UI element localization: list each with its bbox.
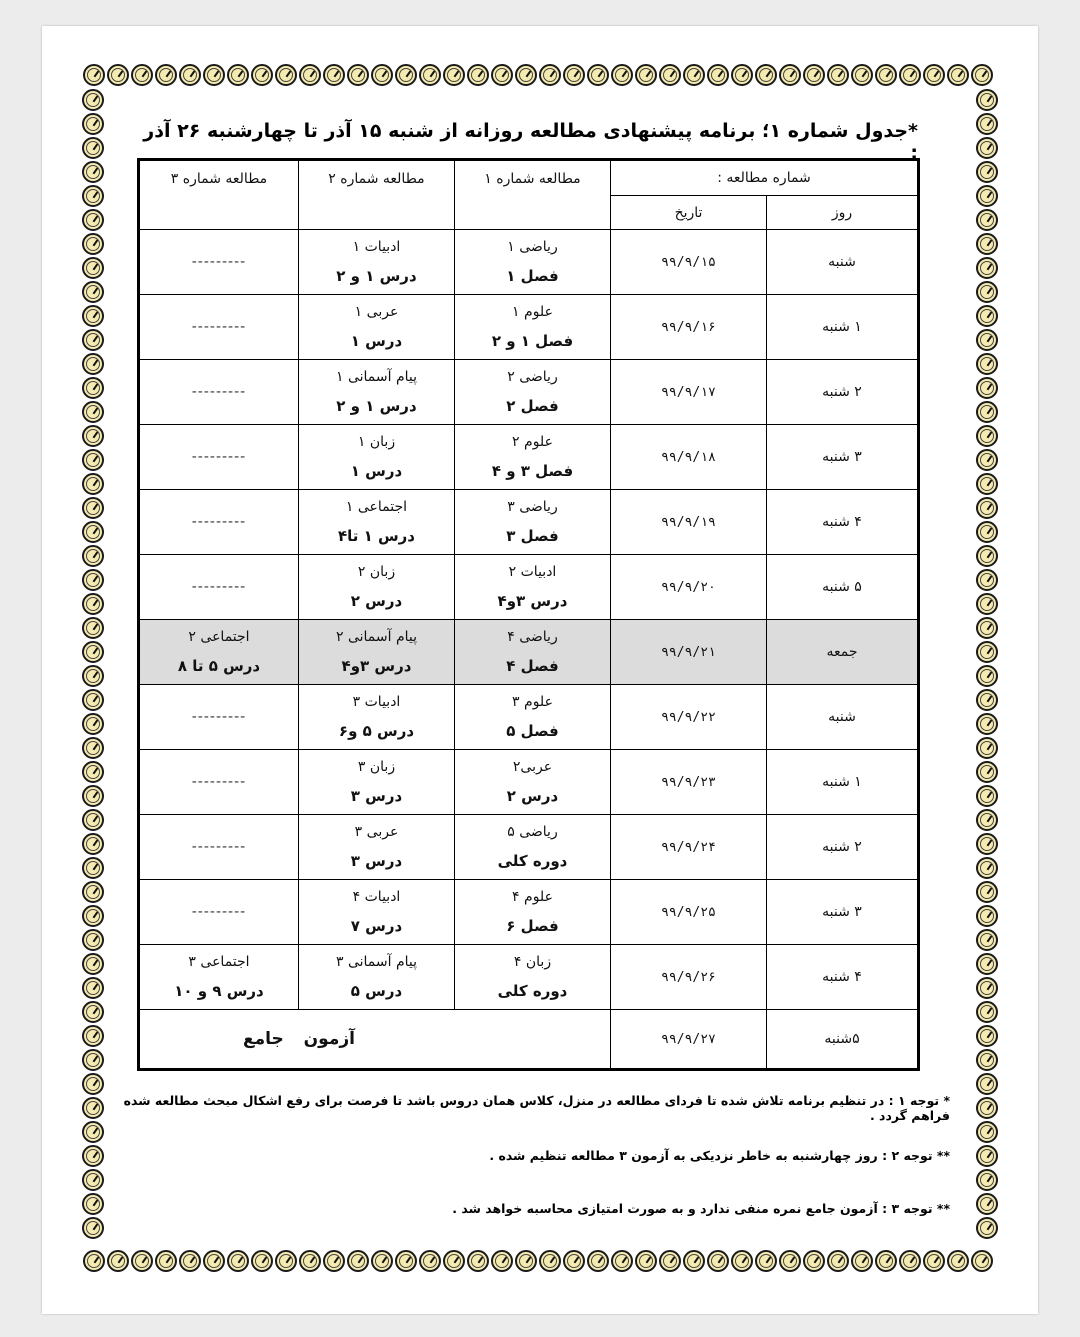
clock-icon xyxy=(82,257,104,279)
clock-icon xyxy=(82,113,104,135)
study-schedule-table xyxy=(137,158,920,1071)
clock-icon xyxy=(976,329,998,351)
clock-icon xyxy=(179,1250,201,1272)
clock-icon xyxy=(107,64,129,86)
clock-icon xyxy=(82,929,104,951)
table-row-final xyxy=(139,1010,919,1070)
study-cell-s1: علوم ۴ فصل ۶ xyxy=(454,880,610,945)
clock-icon xyxy=(976,953,998,975)
clock-icon xyxy=(82,161,104,183)
day-cell: ۵ شنبه xyxy=(767,555,919,620)
clock-icon xyxy=(976,713,998,735)
clock-icon xyxy=(82,449,104,471)
clock-icon xyxy=(539,1250,561,1272)
clock-icon xyxy=(611,1250,633,1272)
clock-icon xyxy=(563,64,585,86)
clock-icon xyxy=(803,1250,825,1272)
clock-icon xyxy=(976,209,998,231)
clock-icon xyxy=(976,617,998,639)
table-row xyxy=(139,360,919,425)
study-cell-s3: --------- xyxy=(139,815,299,880)
clock-icon xyxy=(976,305,998,327)
clock-icon xyxy=(976,353,998,375)
clock-icon xyxy=(227,1250,249,1272)
clock-icon xyxy=(82,137,104,159)
study-cell-s1: علوم ۱ فصل ۱ و ۲ xyxy=(454,295,610,360)
exam-cell: آزمون جامع xyxy=(139,1010,611,1070)
clock-icon xyxy=(976,1193,998,1215)
clock-icon xyxy=(976,809,998,831)
clock-icon xyxy=(947,64,969,86)
clock-icon xyxy=(82,593,104,615)
table-row xyxy=(139,815,919,880)
clock-icon xyxy=(515,1250,537,1272)
clock-icon xyxy=(947,1250,969,1272)
clock-icon xyxy=(976,161,998,183)
clock-icon xyxy=(515,64,537,86)
study-cell-s3: اجتماعی ۳ درس ۹ و ۱۰ xyxy=(139,945,299,1010)
clock-icon xyxy=(899,1250,921,1272)
clock-icon xyxy=(976,977,998,999)
clock-icon xyxy=(976,377,998,399)
clock-icon xyxy=(635,1250,657,1272)
table-row xyxy=(139,945,919,1010)
clock-icon xyxy=(976,665,998,687)
clock-icon xyxy=(976,881,998,903)
clock-icon xyxy=(779,1250,801,1272)
date-cell: ۹۹/۹/۲۱ xyxy=(610,620,766,685)
day-cell: ۱ شنبه xyxy=(767,750,919,815)
clock-icon xyxy=(976,1025,998,1047)
clock-icon xyxy=(82,689,104,711)
clock-icon xyxy=(82,977,104,999)
clock-icon xyxy=(371,1250,393,1272)
clock-icon xyxy=(203,1250,225,1272)
study-cell-s2: زبان ۲ درس ۲ xyxy=(298,555,454,620)
clock-icon xyxy=(82,305,104,327)
clock-icon xyxy=(976,185,998,207)
clock-icon xyxy=(347,64,369,86)
clock-icon xyxy=(976,905,998,927)
clock-icon xyxy=(82,1001,104,1023)
study-cell-s1: ریاضی ۲ فصل ۲ xyxy=(454,360,610,425)
date-cell: ۹۹/۹/۲۳ xyxy=(610,750,766,815)
table-row xyxy=(139,230,919,295)
clock-icon xyxy=(155,64,177,86)
clock-icon xyxy=(827,1250,849,1272)
clock-icon xyxy=(155,1250,177,1272)
study-cell-s3: --------- xyxy=(139,555,299,620)
clock-icon xyxy=(539,64,561,86)
clock-icon xyxy=(563,1250,585,1272)
clock-icon xyxy=(82,809,104,831)
note-1: * توجه ۱ : در تنظیم برنامه تلاش شده تا فردای مطالعه در منزل، کلاس همان دروس باشد تا فرصت برای رفع اشکال مبحث مطالعه شده فراهم گردد . xyxy=(123,1093,950,1123)
clock-icon xyxy=(82,1169,104,1191)
clock-icon xyxy=(467,64,489,86)
clock-icon xyxy=(82,233,104,255)
clock-icon xyxy=(82,473,104,495)
clock-icon xyxy=(299,64,321,86)
clock-icon xyxy=(371,64,393,86)
clock-icon xyxy=(82,1097,104,1119)
clock-icon xyxy=(827,64,849,86)
clock-icon xyxy=(82,209,104,231)
clock-icon xyxy=(971,64,993,86)
clock-icon xyxy=(707,64,729,86)
study-cell-s2: پیام آسمانی ۱ درس ۱ و ۲ xyxy=(298,360,454,425)
clock-icon xyxy=(82,1073,104,1095)
clock-icon xyxy=(976,1049,998,1071)
date-cell: ۹۹/۹/۱۶ xyxy=(610,295,766,360)
clock-icon xyxy=(976,1217,998,1239)
header-day: روز xyxy=(767,196,919,230)
clock-icon xyxy=(203,64,225,86)
clock-icon xyxy=(731,1250,753,1272)
table-row xyxy=(139,685,919,750)
clock-icon xyxy=(976,1121,998,1143)
study-cell-s2: زبان ۳ درس ۳ xyxy=(298,750,454,815)
clock-icon xyxy=(976,1169,998,1191)
clock-icon xyxy=(587,1250,609,1272)
clock-icon xyxy=(976,473,998,495)
clock-icon xyxy=(82,1217,104,1239)
study-cell-s1: ریاضی ۵ دوره کلی xyxy=(454,815,610,880)
study-cell-s2: پیام آسمانی ۳ درس ۵ xyxy=(298,945,454,1010)
clock-icon xyxy=(976,281,998,303)
clock-icon xyxy=(82,425,104,447)
clock-icon xyxy=(976,1097,998,1119)
table-row xyxy=(139,620,919,685)
study-cell-s2: پیام آسمانی ۲ درس ۳و۴ xyxy=(298,620,454,685)
clock-icon xyxy=(82,881,104,903)
header-study-1: مطالعه شماره ۱ xyxy=(454,160,610,230)
date-cell: ۹۹/۹/۲۰ xyxy=(610,555,766,620)
clock-icon xyxy=(611,64,633,86)
clock-icon xyxy=(299,1250,321,1272)
day-cell: شنبه xyxy=(767,685,919,750)
clock-icon xyxy=(683,1250,705,1272)
study-cell-s3: --------- xyxy=(139,360,299,425)
day-cell: جمعه xyxy=(767,620,919,685)
note-3: ** توجه ۳ : آزمون جامع نمره منفی ندارد و به صورت امتیازی محاسبه خواهد شد . xyxy=(452,1201,950,1216)
clock-icon xyxy=(659,1250,681,1272)
study-cell-s2: عربی ۱ درس ۱ xyxy=(298,295,454,360)
study-cell-s2: ادبیات ۴ درس ۷ xyxy=(298,880,454,945)
day-cell: ۴ شنبه xyxy=(767,945,919,1010)
study-cell-s2: زبان ۱ درس ۱ xyxy=(298,425,454,490)
header-study-2: مطالعه شماره ۲ xyxy=(298,160,454,230)
clock-border-bottom xyxy=(82,1250,994,1272)
clock-icon xyxy=(976,401,998,423)
clock-icon xyxy=(875,1250,897,1272)
clock-icon xyxy=(82,1049,104,1071)
clock-icon xyxy=(82,737,104,759)
day-cell: ۴ شنبه xyxy=(767,490,919,555)
clock-icon xyxy=(82,665,104,687)
study-cell-s3: --------- xyxy=(139,230,299,295)
study-cell-s1: عربی۲ درس ۲ xyxy=(454,750,610,815)
clock-icon xyxy=(755,1250,777,1272)
clock-icon xyxy=(635,64,657,86)
clock-icon xyxy=(82,521,104,543)
clock-icon xyxy=(82,1145,104,1167)
clock-icon xyxy=(976,137,998,159)
clock-icon xyxy=(82,89,104,111)
clock-icon xyxy=(82,785,104,807)
clock-icon xyxy=(179,64,201,86)
study-cell-s1: ریاضی ۳ فصل ۳ xyxy=(454,490,610,555)
header-study-3: مطالعه شماره ۳ xyxy=(139,160,299,230)
clock-icon xyxy=(82,857,104,879)
day-cell: ۲ شنبه xyxy=(767,360,919,425)
clock-icon xyxy=(976,233,998,255)
study-cell-s2: ادبیات ۳ درس ۵ و۶ xyxy=(298,685,454,750)
clock-icon xyxy=(82,377,104,399)
day-cell: ۵شنبه xyxy=(767,1010,919,1070)
clock-icon xyxy=(251,1250,273,1272)
clock-icon xyxy=(395,1250,417,1272)
clock-icon xyxy=(107,1250,129,1272)
study-cell-s3: --------- xyxy=(139,490,299,555)
clock-icon xyxy=(82,1025,104,1047)
study-cell-s2: عربی ۳ درس ۳ xyxy=(298,815,454,880)
day-cell: ۱ شنبه xyxy=(767,295,919,360)
clock-icon xyxy=(976,1001,998,1023)
clock-icon xyxy=(347,1250,369,1272)
clock-icon xyxy=(82,569,104,591)
clock-icon xyxy=(587,64,609,86)
date-cell: ۹۹/۹/۲۵ xyxy=(610,880,766,945)
date-cell: ۹۹/۹/۱۸ xyxy=(610,425,766,490)
clock-icon xyxy=(491,64,513,86)
clock-icon xyxy=(779,64,801,86)
clock-border-right xyxy=(976,88,998,1240)
clock-icon xyxy=(443,64,465,86)
table-title: *جدول شماره ۱؛ برنامه پیشنهادی مطالعه روزانه از شنبه ۱۵ آذر تا چهارشنبه ۲۶ آذر : xyxy=(143,120,918,164)
study-cell-s2: ادبیات ۱ درس ۱ و ۲ xyxy=(298,230,454,295)
clock-icon xyxy=(976,521,998,543)
study-cell-s1: علوم ۳ فصل ۵ xyxy=(454,685,610,750)
clock-icon xyxy=(443,1250,465,1272)
clock-icon xyxy=(976,641,998,663)
clock-icon xyxy=(731,64,753,86)
clock-icon xyxy=(976,785,998,807)
date-cell: ۹۹/۹/۲۷ xyxy=(610,1010,766,1070)
day-cell: شنبه xyxy=(767,230,919,295)
study-cell-s1: ادبیات ۲ درس ۳و۴ xyxy=(454,555,610,620)
clock-icon xyxy=(755,64,777,86)
clock-icon xyxy=(976,833,998,855)
clock-icon xyxy=(82,353,104,375)
study-cell-s3: --------- xyxy=(139,425,299,490)
clock-icon xyxy=(976,569,998,591)
clock-icon xyxy=(83,64,105,86)
clock-icon xyxy=(976,545,998,567)
clock-icon xyxy=(395,64,417,86)
study-cell-s1: زبان ۴ دوره کلی xyxy=(454,945,610,1010)
study-cell-s3: --------- xyxy=(139,880,299,945)
clock-icon xyxy=(976,761,998,783)
clock-icon xyxy=(82,833,104,855)
clock-icon xyxy=(82,761,104,783)
clock-icon xyxy=(82,617,104,639)
clock-icon xyxy=(275,64,297,86)
clock-icon xyxy=(323,1250,345,1272)
clock-icon xyxy=(467,1250,489,1272)
table-row xyxy=(139,425,919,490)
clock-icon xyxy=(82,641,104,663)
study-cell-s3: --------- xyxy=(139,295,299,360)
clock-icon xyxy=(82,281,104,303)
clock-icon xyxy=(976,113,998,135)
header-date: تاریخ xyxy=(610,196,766,230)
clock-icon xyxy=(707,1250,729,1272)
clock-icon xyxy=(83,1250,105,1272)
table-row xyxy=(139,880,919,945)
clock-icon xyxy=(82,497,104,519)
date-cell: ۹۹/۹/۱۷ xyxy=(610,360,766,425)
table-row xyxy=(139,555,919,620)
study-cell-s3: --------- xyxy=(139,750,299,815)
study-cell-s3: اجتماعی ۲ درس ۵ تا ۸ xyxy=(139,620,299,685)
clock-icon xyxy=(683,64,705,86)
clock-border-top xyxy=(82,64,994,86)
clock-icon xyxy=(131,64,153,86)
clock-icon xyxy=(251,64,273,86)
clock-icon xyxy=(923,64,945,86)
clock-icon xyxy=(851,1250,873,1272)
table-row xyxy=(139,490,919,555)
clock-icon xyxy=(82,401,104,423)
date-cell: ۹۹/۹/۲۲ xyxy=(610,685,766,750)
date-cell: ۹۹/۹/۱۹ xyxy=(610,490,766,555)
date-cell: ۹۹/۹/۱۵ xyxy=(610,230,766,295)
clock-icon xyxy=(82,953,104,975)
clock-icon xyxy=(659,64,681,86)
clock-icon xyxy=(971,1250,993,1272)
clock-icon xyxy=(976,929,998,951)
clock-icon xyxy=(803,64,825,86)
clock-icon xyxy=(491,1250,513,1272)
clock-icon xyxy=(227,64,249,86)
day-cell: ۳ شنبه xyxy=(767,425,919,490)
study-cell-s1: علوم ۲ فصل ۳ و ۴ xyxy=(454,425,610,490)
study-cell-s2: اجتماعی ۱ درس ۱ تا۴ xyxy=(298,490,454,555)
clock-icon xyxy=(976,737,998,759)
clock-icon xyxy=(131,1250,153,1272)
clock-icon xyxy=(976,593,998,615)
clock-icon xyxy=(82,905,104,927)
clock-icon xyxy=(82,1193,104,1215)
clock-icon xyxy=(419,1250,441,1272)
clock-icon xyxy=(899,64,921,86)
date-cell: ۹۹/۹/۲۴ xyxy=(610,815,766,880)
table-row xyxy=(139,750,919,815)
clock-icon xyxy=(976,449,998,471)
clock-icon xyxy=(323,64,345,86)
clock-icon xyxy=(851,64,873,86)
note-2: ** توجه ۲ : روز چهارشنبه به خاطر نزدیکی به آزمون ۳ مطالعه تنظیم شده . xyxy=(489,1148,950,1163)
clock-icon xyxy=(976,257,998,279)
table-row xyxy=(139,295,919,360)
clock-icon xyxy=(976,89,998,111)
clock-icon xyxy=(82,329,104,351)
clock-icon xyxy=(82,185,104,207)
clock-icon xyxy=(82,1121,104,1143)
clock-icon xyxy=(976,497,998,519)
clock-icon xyxy=(923,1250,945,1272)
clock-icon xyxy=(976,689,998,711)
clock-icon xyxy=(976,1145,998,1167)
clock-icon xyxy=(875,64,897,86)
clock-icon xyxy=(419,64,441,86)
header-study-number: شماره مطالعه : xyxy=(610,160,918,196)
clock-icon xyxy=(976,1073,998,1095)
clock-icon xyxy=(275,1250,297,1272)
clock-border-left xyxy=(82,88,104,1240)
clock-icon xyxy=(976,425,998,447)
date-cell: ۹۹/۹/۲۶ xyxy=(610,945,766,1010)
study-cell-s1: ریاضی ۱ فصل ۱ xyxy=(454,230,610,295)
clock-icon xyxy=(82,713,104,735)
study-cell-s1: ریاضی ۴ فصل ۴ xyxy=(454,620,610,685)
clock-icon xyxy=(976,857,998,879)
clock-icon xyxy=(82,545,104,567)
day-cell: ۲ شنبه xyxy=(767,815,919,880)
day-cell: ۳ شنبه xyxy=(767,880,919,945)
study-cell-s3: --------- xyxy=(139,685,299,750)
